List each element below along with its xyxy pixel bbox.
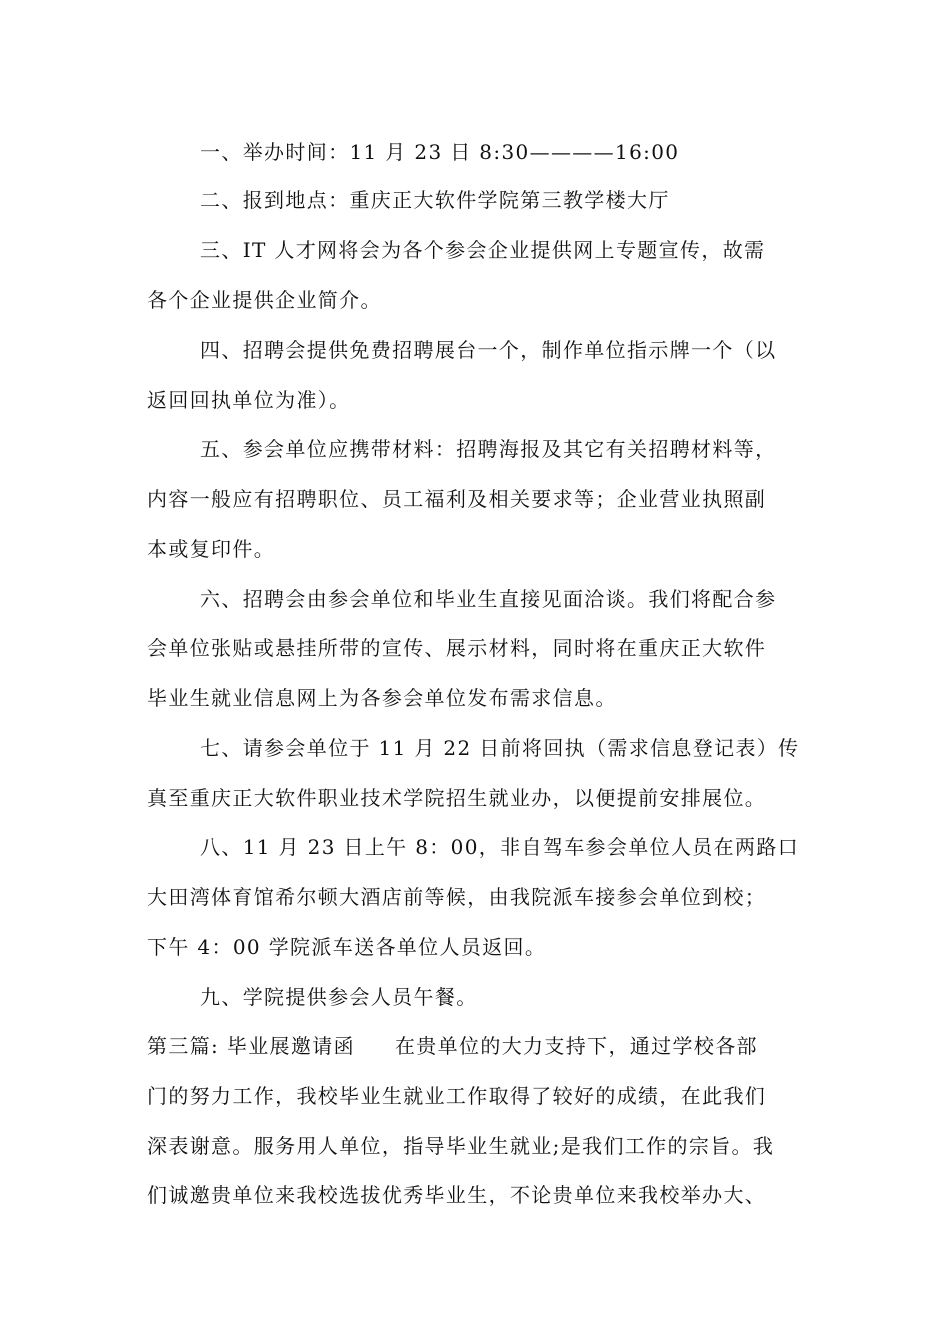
item-3-line-1: 三、IT 人才网将会为各个参会企业提供网上专题宣传，故需	[200, 238, 766, 262]
item-1-line-1: 一、举办时间：11 月 23 日 8:30————16:00	[200, 140, 680, 164]
section-line-3: 深表谢意。服务用人单位，指导毕业生就业;是我们工作的宗旨。我	[147, 1134, 775, 1158]
item-8-line-3: 下午 4：00 学院派车送各单位人员返回。	[147, 935, 547, 959]
item-8-line-1: 八、11 月 23 日上午 8：00，非自驾车参会单位人员在两路口	[200, 835, 800, 859]
section-line-4: 们诚邀贵单位来我校选拔优秀毕业生，不论贵单位来我校举办大、	[147, 1183, 767, 1207]
item-5-line-1: 五、参会单位应携带材料：招聘海报及其它有关招聘材料等，	[200, 437, 777, 461]
item-7-line-2: 真至重庆正大软件职业技术学院招生就业办，以便提前安排展位。	[147, 786, 767, 810]
section-heading: 第三篇: 毕业展邀请函	[147, 1034, 355, 1058]
item-5-line-3: 本或复印件。	[147, 537, 276, 561]
item-6-line-2: 会单位张贴或悬挂所带的宣传、展示材料，同时将在重庆正大软件	[147, 636, 767, 660]
item-8-line-2: 大田湾体育馆希尔顿大酒店前等候，由我院派车接参会单位到校；	[147, 885, 767, 909]
section-line-2: 门的努力工作，我校毕业生就业工作取得了较好的成绩，在此我们	[147, 1084, 767, 1108]
item-6-line-1: 六、招聘会由参会单位和毕业生直接见面洽谈。我们将配合参	[200, 587, 777, 611]
item-2-line-1: 二、报到地点：重庆正大软件学院第三教学楼大厅	[200, 188, 670, 212]
section-first-line	[147, 1031, 827, 1061]
item-4-line-1: 四、招聘会提供免费招聘展台一个，制作单位指示牌一个（以	[200, 338, 777, 362]
item-6-line-3: 毕业生就业信息网上为各参会单位发布需求信息。	[147, 686, 617, 710]
item-9-line-1: 九、学院提供参会人员午餐。	[200, 985, 478, 1009]
section-line-1: 在贵单位的大力支持下，通过学校各部	[394, 1034, 758, 1058]
item-5-line-2: 内容一般应有招聘职位、员工福利及相关要求等；企业营业执照副	[147, 487, 767, 511]
item-3-line-2: 各个企业提供企业简介。	[147, 288, 382, 312]
item-7-line-1: 七、请参会单位于 11 月 22 日前将回执（需求信息登记表）传	[200, 736, 800, 760]
item-4-line-2: 返回回执单位为准）。	[147, 388, 351, 412]
